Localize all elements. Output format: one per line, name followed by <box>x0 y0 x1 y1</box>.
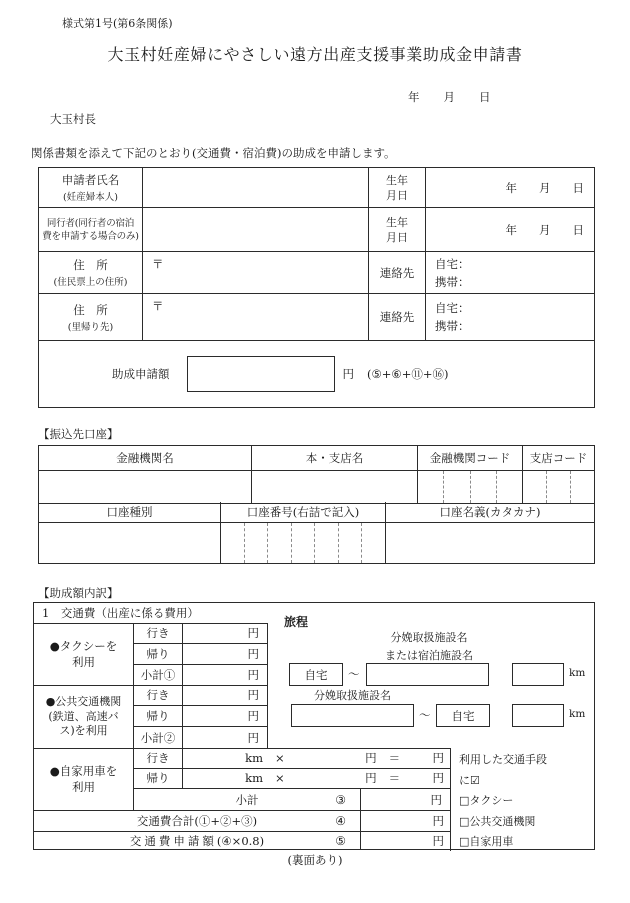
companion-label: 同行者(同行者の宿泊 費を申請する場合のみ) <box>39 208 143 252</box>
grant-amount-row <box>39 341 594 407</box>
breakdown-table <box>33 602 595 850</box>
page-title: 大玉村妊産婦にやさしい遠方出産支援事業助成金申請書 <box>107 45 523 64</box>
car-subtotal-label: 小計 ③ <box>134 789 361 810</box>
institution-name-field[interactable] <box>39 471 252 503</box>
date-day-label: 日 <box>479 90 491 104</box>
car-inbound-calc[interactable]: km × 円 ＝ 円 <box>183 769 450 790</box>
circled-5: ⑤ <box>335 833 346 848</box>
checkbox-taxi[interactable]: □タクシー <box>459 794 514 807</box>
address-registered-label: 住 所 (住民票上の住所) <box>39 252 143 294</box>
tilde-1: ～ <box>348 667 360 681</box>
circled-3: ③ <box>335 792 346 807</box>
col-branch: 本・支店名 <box>252 446 418 471</box>
contact-label-2: 連絡先 <box>369 294 426 341</box>
contact-label-1: 連絡先 <box>369 252 426 294</box>
bank-table-top <box>38 445 595 504</box>
checkbox-private-car[interactable]: □自家用車 <box>459 835 514 848</box>
postal-mark: 〒 <box>152 299 164 313</box>
public-transport-label: ●公共交通機関 (鉄道、高速バ ス)を利用 <box>34 686 134 749</box>
public-outbound-label: 行き <box>134 686 183 707</box>
itinerary-distance-field-1[interactable] <box>512 663 564 686</box>
col-institution: 金融機関名 <box>39 446 252 471</box>
taxi-outbound-amount[interactable]: 円 <box>183 623 267 644</box>
branch-code-field[interactable] <box>523 471 594 503</box>
itinerary-label: 旅程 <box>284 615 309 629</box>
public-subtotal-label: 小計② <box>134 727 183 748</box>
col-account-name: 口座名義(カタカナ) <box>386 502 594 523</box>
public-inbound-amount[interactable]: 円 <box>183 706 267 727</box>
companion-name-field[interactable] <box>143 208 369 252</box>
itinerary-distance-field-2[interactable] <box>512 704 564 727</box>
facility-name-line1: 分娩取扱施設名 <box>390 631 468 644</box>
applicant-birth-label: 生年 月日 <box>369 168 426 208</box>
itinerary-facility-field-2[interactable] <box>291 704 414 727</box>
public-inbound-label: 帰り <box>134 706 183 727</box>
address-registered-field[interactable] <box>143 252 369 294</box>
checkbox-public-transport[interactable]: □公共交通機関 <box>459 814 536 828</box>
car-label: ●自家用車を 利用 <box>34 748 134 810</box>
checkbox-icon: □ <box>459 794 470 807</box>
account-type-field[interactable] <box>39 523 221 563</box>
address-satogaeri-label: 住 所 (里帰り先) <box>39 294 143 341</box>
car-outbound-label: 行き <box>134 748 183 769</box>
account-name-field[interactable] <box>386 523 594 563</box>
applicant-name-label: 申請者氏名 (妊産婦本人) <box>39 168 143 208</box>
grant-amount-field[interactable] <box>187 356 335 392</box>
checkbox-icon: □ <box>459 814 470 828</box>
col-account-number: 口座番号(右詰で記入) <box>221 502 386 523</box>
postal-mark: 〒 <box>152 257 164 271</box>
contact-field-1[interactable]: 自宅： 携帯： <box>426 252 594 294</box>
date-year-label: 年 <box>408 90 420 104</box>
car-inbound-label: 帰り <box>134 769 183 790</box>
bank-table-bottom <box>38 502 595 564</box>
date-line <box>408 89 491 105</box>
itinerary-home-box-2: 自宅 <box>436 704 490 727</box>
date-month-label: 月 <box>443 90 455 104</box>
back-side-note: (裏面あり) <box>287 853 343 867</box>
km-unit-1: km <box>569 667 586 679</box>
form-number: 様式第1号(第6条関係) <box>62 17 173 30</box>
car-subtable <box>34 748 450 810</box>
itinerary-facility-field-1[interactable] <box>366 663 489 686</box>
col-institution-code: 金融機関コード <box>418 446 523 471</box>
applicant-name-field[interactable] <box>143 168 369 208</box>
companion-birth-label: 生年 月日 <box>369 208 426 252</box>
intro-text: 関係書類を添えて下記のとおり(交通費・宿泊費)の助成を申請します。 <box>31 146 396 160</box>
transport-total-label: 交通費合計(①+②+③) ④ <box>34 810 361 831</box>
grant-unit: 円 <box>342 367 354 381</box>
transport-total-row <box>34 810 450 831</box>
taxi-inbound-amount[interactable]: 円 <box>183 644 267 665</box>
applicant-birth-field[interactable]: 年 月 日 <box>426 168 594 208</box>
bank-section-title: 【振込先口座】 <box>38 427 119 441</box>
transport-request-label: 交通費申請額 (④×0.8) ⑤ <box>34 831 361 850</box>
companion-birth-field[interactable]: 年 月 日 <box>426 208 594 252</box>
km-unit-2: km <box>569 708 586 720</box>
taxi-subtotal-amount[interactable]: 円 <box>183 665 267 686</box>
taxi-label: ●タクシーを 利用 <box>34 623 134 686</box>
transport-mode-checklist <box>451 748 595 851</box>
transport-request-row <box>34 831 450 850</box>
taxi-public-subtable <box>34 623 268 748</box>
checkbox-icon: □ <box>459 835 470 848</box>
breakdown-header: 1 交通費（出産に係る費用） <box>42 606 199 620</box>
taxi-subtotal-label: 小計① <box>134 665 183 686</box>
transport-note-line1: 利用した交通手段 <box>459 753 547 766</box>
breakdown-section-title: 【助成額内訳】 <box>38 586 119 600</box>
car-outbound-calc[interactable]: km × 円 ＝ 円 <box>183 748 450 769</box>
facility-name-line3: 分娩取扱施設名 <box>314 689 391 702</box>
account-number-field[interactable] <box>221 523 386 563</box>
address-satogaeri-field[interactable] <box>143 294 369 341</box>
col-branch-code: 支店コード <box>523 446 594 471</box>
transport-note-line2: に☑ <box>459 773 480 787</box>
contact-field-2[interactable]: 自宅： 携帯： <box>426 294 594 341</box>
tilde-2: ～ <box>419 708 431 722</box>
grant-formula: (⑤+⑥+⑪+⑯) <box>367 367 449 381</box>
car-subtotal-amount[interactable]: 円 <box>430 792 442 807</box>
taxi-outbound-label: 行き <box>134 623 183 644</box>
transport-request-amount[interactable]: 円 <box>432 833 444 848</box>
grant-amount-label: 助成申請額 <box>112 367 170 381</box>
addressee: 大玉村長 <box>50 112 96 126</box>
applicant-table <box>38 167 595 408</box>
institution-code-field[interactable] <box>418 471 523 503</box>
itinerary-home-box-1: 自宅 <box>289 663 343 686</box>
col-account-type: 口座種別 <box>39 502 221 523</box>
public-subtotal-amount[interactable]: 円 <box>247 730 259 745</box>
facility-name-line2: または宿泊施設名 <box>385 649 473 662</box>
circled-4: ④ <box>335 813 346 828</box>
public-outbound-amount[interactable]: 円 <box>183 686 267 707</box>
branch-name-field[interactable] <box>252 471 418 503</box>
transport-total-amount[interactable]: 円 <box>432 813 444 828</box>
taxi-inbound-label: 帰り <box>134 644 183 665</box>
